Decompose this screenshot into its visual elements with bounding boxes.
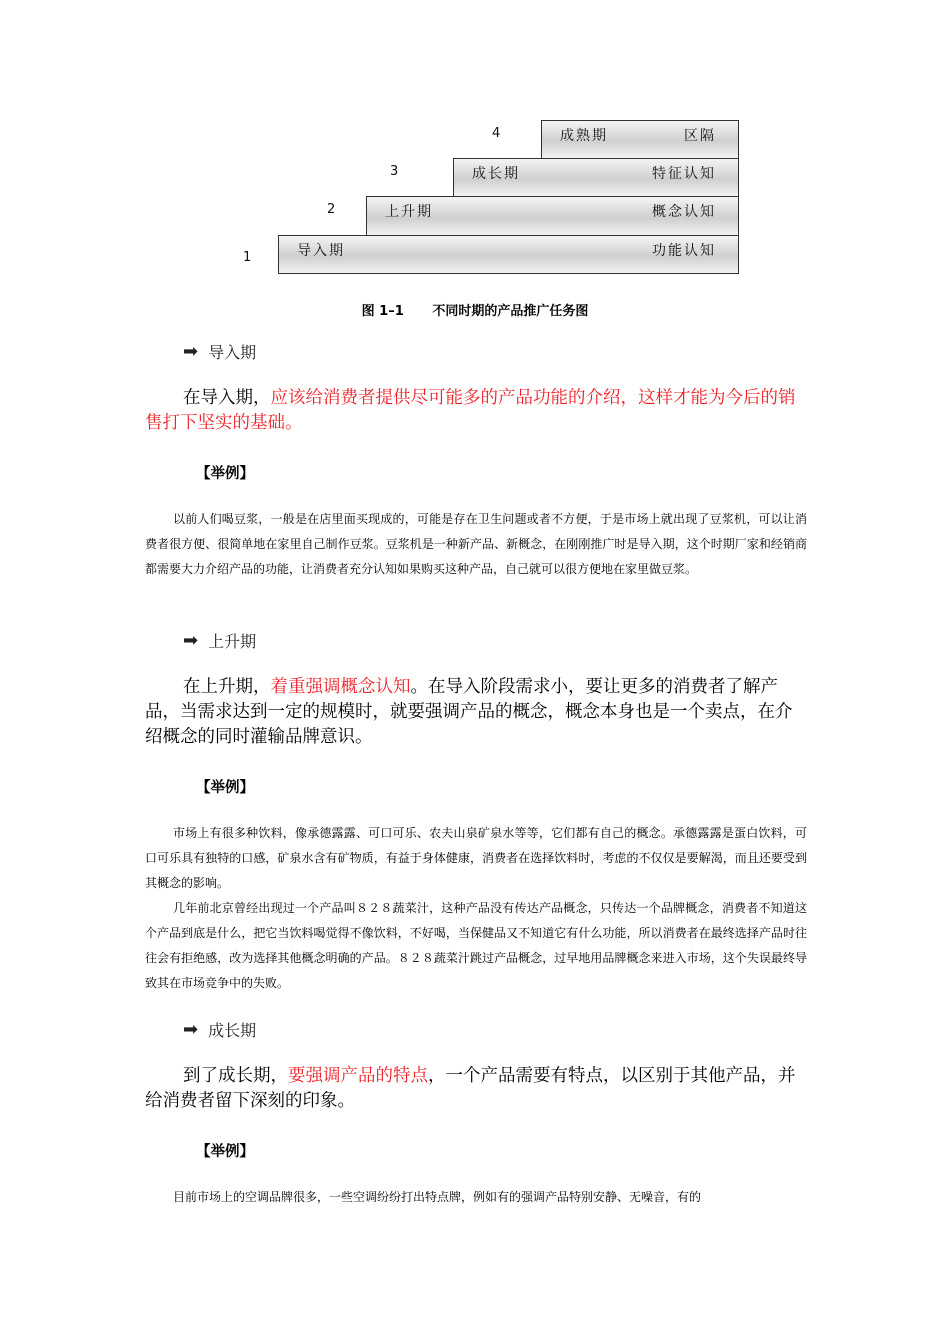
- step-2-box: [366, 196, 739, 236]
- section-heading-text: 成长期: [208, 1021, 257, 1040]
- arrow-right-icon: ➡: [183, 1019, 199, 1040]
- step-4-focus: 区隔: [684, 128, 716, 144]
- step-3-focus: 特征认知: [652, 166, 716, 182]
- section-intro-1: [145, 386, 807, 436]
- section-heading-3: [183, 1018, 256, 1041]
- figure-caption: [0, 300, 950, 319]
- example-paragraph: 目前市场上的空调品牌很多，一些空调纷纷打出特点牌，例如有的强调产品特别安静、无噪音，有的: [173, 1190, 702, 1204]
- step-3-box: [453, 158, 739, 197]
- example-paragraph: 市场上有很多种饮料，像承德露露、可口可乐、农夫山泉矿泉水等等，它们都有自己的概念。承德露露是蛋白饮料，可口可乐具有独特的口感，矿泉水含有矿物质，有益于身体健康，消费者在选择饮料时，考虑的不仅仅是要解渴，而且还要受到其概念的影响。: [145, 826, 807, 890]
- section-heading-text: 导入期: [208, 343, 257, 362]
- step-1-focus: 功能认知: [652, 243, 716, 259]
- intro-text-tail: ，一个产品需要有特点，以区别于其他产品，并给消费者留下深刻的印象。: [145, 1066, 796, 1111]
- step-4-box: [541, 120, 739, 159]
- intro-text-tail: 。在导入阶段需求小，要让更多的消费者了解产品，当需求达到一定的规模时，就要强调产品的概念，概念本身也是一个卖点，在介绍概念的同时灌输品牌意识。: [145, 677, 793, 747]
- intro-text: 在上升期，: [183, 677, 271, 697]
- figure-title: 不同时期的产品推广任务图: [432, 304, 589, 319]
- step-4-number: 4: [492, 126, 501, 141]
- intro-text: 在导入期，: [183, 388, 271, 408]
- step-2-number: 2: [327, 202, 336, 217]
- section-intro-2: [145, 675, 807, 750]
- step-4-stage: 成熟期: [560, 128, 608, 144]
- intro-highlight: 应该给消费者提供尽可能多的产品功能的介绍，这样才能为今后的销售打下坚实的基础。: [145, 388, 796, 433]
- section-heading-text: 上升期: [208, 632, 257, 651]
- example-label-1: 【举例】: [196, 466, 254, 482]
- step-1-box: [278, 235, 739, 274]
- intro-text: 到了成长期，: [183, 1066, 288, 1086]
- example-paragraph: 几年前北京曾经出现过一个产品叫８２８蔬菜汁，这种产品没有传达产品概念，只传达一个品牌概念，消费者不知道这个产品到底是什么，把它当饮料喝觉得不像饮料，不好喝，当保健品又不知道它有什么功能，所以消费者在最终选择产品时往往会有拒绝感，改为选择其他概念明确的产品。８２８蔬菜汁跳过产品概念，过早地用品牌概念来进入市场，这个失误最终导致其在市场竞争中的失败。: [145, 901, 807, 990]
- example-body-3: [145, 1185, 807, 1210]
- example-body-1: [145, 507, 807, 582]
- step-3-stage: 成长期: [472, 166, 520, 182]
- section-heading-1: [183, 340, 256, 363]
- example-label-3: 【举例】: [196, 1144, 254, 1160]
- step-2-focus: 概念认知: [652, 204, 716, 220]
- step-3-number: 3: [390, 164, 399, 179]
- intro-highlight: 着重强调概念认知: [270, 677, 411, 697]
- arrow-right-icon: ➡: [183, 341, 199, 362]
- section-intro-3: [145, 1064, 807, 1114]
- figure-number: 图 1–1: [361, 304, 404, 319]
- section-heading-2: [183, 629, 256, 652]
- step-1-number: 1: [243, 250, 252, 265]
- step-2-stage: 上升期: [385, 204, 433, 220]
- example-paragraph: 以前人们喝豆浆，一般是在店里面买现成的，可能是存在卫生问题或者不方便，于是市场上就出现了豆浆机，可以让消费者很方便、很简单地在家里自己制作豆浆。豆浆机是一种新产品、新概念，在刚刚推广时是导入期，这个时期厂家和经销商都需要大力介绍产品的功能，让消费者充分认知如果购买这种产品，自己就可以很方便地在家里做豆浆。: [145, 512, 807, 576]
- intro-highlight: 要强调产品的特点: [288, 1066, 428, 1086]
- arrow-right-icon: ➡: [183, 630, 199, 651]
- example-label-2: 【举例】: [196, 780, 254, 796]
- step-1-stage: 导入期: [297, 243, 345, 259]
- example-body-2: [145, 821, 807, 996]
